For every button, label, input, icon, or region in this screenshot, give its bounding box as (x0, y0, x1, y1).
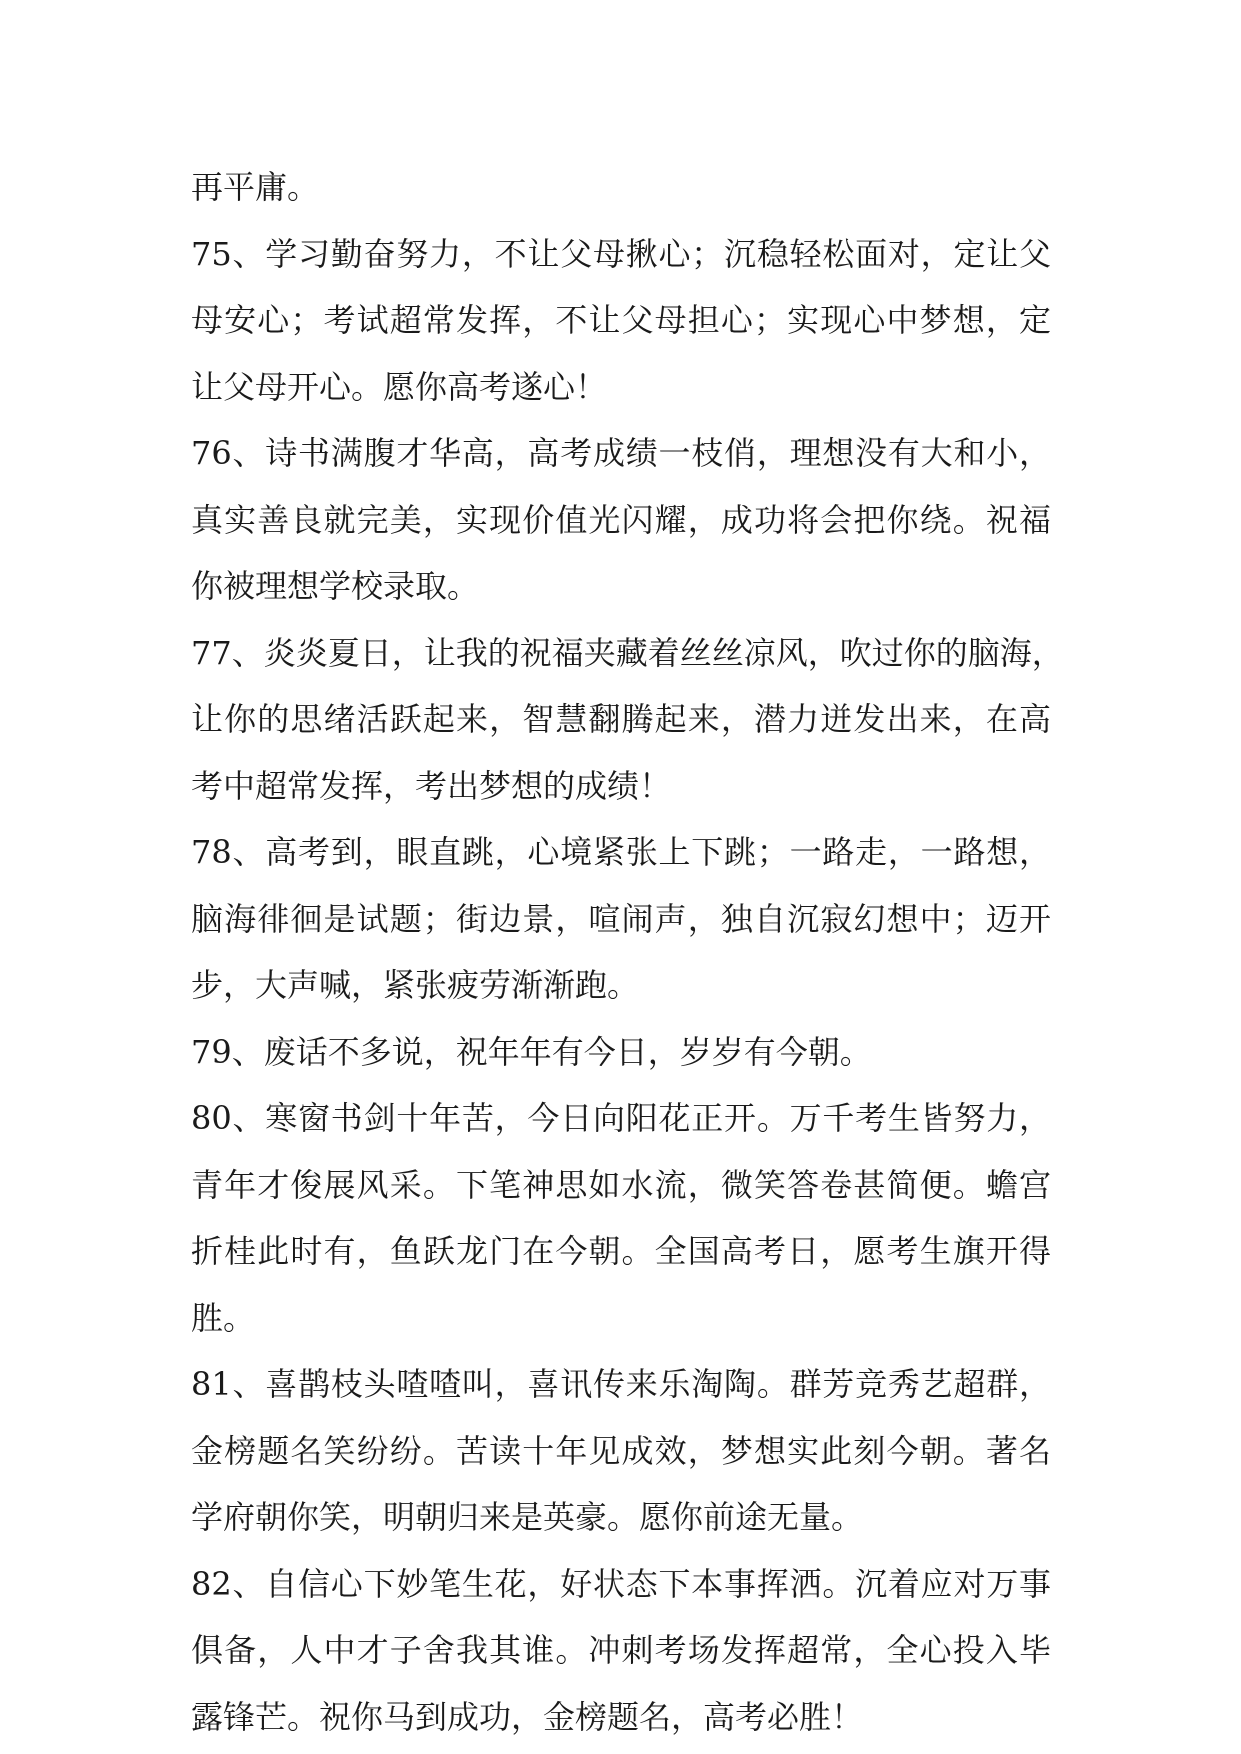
text-line: 俱备，人中才子舍我其谁。冲刺考场发挥超常，全心投入毕 (191, 1631, 1051, 1669)
text-line: 折桂此时有，鱼跃龙门在今朝。全国高考日，愿考生旗开得 (191, 1232, 1051, 1270)
text-line: 让你的思绪活跃起来，智慧翻腾起来，潜力迸发出来，在高 (191, 700, 1051, 738)
text-line: 考中超常发挥，考出梦想的成绩！ (191, 766, 672, 805)
text-line: 让父母开心。愿你高考遂心！ (191, 367, 608, 406)
text-line: 露锋芒。祝你马到成功，金榜题名，高考必胜！ (191, 1697, 864, 1736)
text-line: 学府朝你笑，明朝归来是英豪。愿你前途无量。 (191, 1498, 864, 1536)
text-line: 母安心；考试超常发挥，不让父母担心；实现心中梦想，定 (191, 301, 1051, 339)
text-line: 79、废话不多说，祝年年有今日，岁岁有今朝。 (191, 1032, 872, 1071)
text-line: 真实善良就完美，实现价值光闪耀，成功将会把你绕。祝福 (191, 500, 1051, 539)
text-line: 你被理想学校录取。 (191, 567, 480, 605)
text-line: 再平庸。 (191, 168, 320, 206)
text-line: 82、自信心下妙笔生花，好状态下本事挥洒。沉着应对万事 (191, 1564, 1051, 1603)
text-line: 76、诗书满腹才华高，高考成绩一枝俏，理想没有大和小， (191, 434, 1051, 472)
document-body (191, 154, 1064, 1750)
text-line: 75、学习勤奋努力，不让父母揪心；沉稳轻松面对，定让父 (191, 234, 1051, 273)
text-line: 77、炎炎夏日，让我的祝福夹藏着丝丝凉风，吹过你的脑海， (191, 633, 1064, 672)
text-line: 金榜题名笑纷纷。苦读十年见成效，梦想实此刻今朝。著名 (191, 1431, 1051, 1470)
text-line: 81、喜鹊枝头喳喳叫，喜讯传来乐淘陶。群芳竞秀艺超群， (191, 1365, 1051, 1403)
text-line: 步，大声喊，紧张疲劳渐渐跑。 (191, 966, 640, 1004)
text-line: 78、高考到，眼直跳，心境紧张上下跳；一路走，一路想， (191, 833, 1051, 871)
text-line: 80、寒窗书剑十年苦，今日向阳花正开。万千考生皆努力， (191, 1099, 1051, 1137)
text-line: 胜。 (191, 1298, 256, 1337)
text-line: 脑海徘徊是试题；街边景，喧闹声，独自沉寂幻想中；迈开 (191, 899, 1051, 938)
text-line: 青年才俊展风采。下笔神思如水流，微笑答卷甚简便。蟾宫 (191, 1165, 1051, 1204)
